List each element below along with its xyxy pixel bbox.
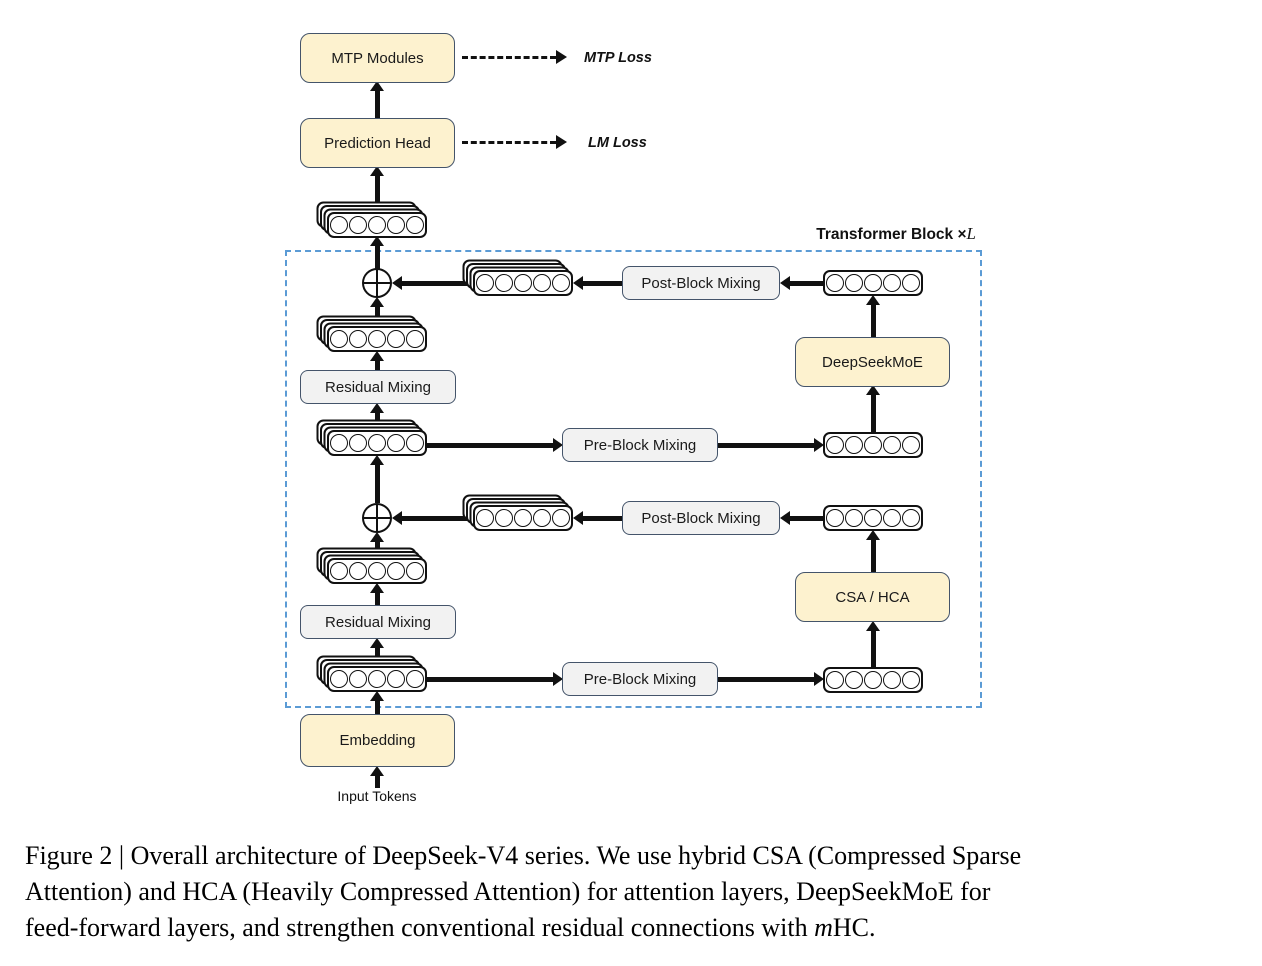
token-circle xyxy=(368,216,386,234)
token-circle xyxy=(349,216,367,234)
token-circle xyxy=(476,274,494,292)
token-circle xyxy=(845,671,863,689)
times-symbol: × xyxy=(953,226,967,243)
token-circle xyxy=(883,436,901,454)
input-tokens-label: Input Tokens xyxy=(337,788,417,804)
token-circle xyxy=(387,562,405,580)
caption-line3-italic-m: m xyxy=(814,913,833,942)
figure-caption-line-1: Figure 2 | Overall architecture of DeepSeek-V4 series. We use hybrid CSA (Compressed Sparse xyxy=(25,841,1022,870)
token-circle xyxy=(368,670,386,688)
token-circle xyxy=(845,274,863,292)
token-circle xyxy=(883,274,901,292)
deepseekmoe-label: DeepSeekMoE xyxy=(822,353,923,371)
token-circle xyxy=(845,436,863,454)
residual-mixing-label-2: Residual Mixing xyxy=(325,613,431,631)
token-circle xyxy=(368,434,386,452)
token-circle xyxy=(495,509,513,527)
token-circle xyxy=(387,330,405,348)
hidden-state-vector-attn-out xyxy=(823,505,923,531)
arrow-pre-block-mixing-1-to-token xyxy=(718,443,814,448)
arrow-token-to-post-block-mixing-1 xyxy=(789,281,823,286)
token-circle xyxy=(349,434,367,452)
token-circle xyxy=(406,330,424,348)
residual-mixing-box-2 xyxy=(300,605,456,639)
hidden-states-stack-mid xyxy=(327,430,427,456)
hidden-states-stack-top xyxy=(327,212,427,238)
token-circle xyxy=(533,509,551,527)
token-circle xyxy=(495,274,513,292)
token-circle xyxy=(864,274,882,292)
arrow-add-1-to-stack xyxy=(375,245,380,269)
token-circle xyxy=(864,671,882,689)
mtp-modules-label: MTP Modules xyxy=(331,49,424,67)
mtp-modules-box xyxy=(300,33,455,83)
token-circle xyxy=(349,562,367,580)
token-circle xyxy=(330,670,348,688)
prediction-head-label: Prediction Head xyxy=(324,134,431,152)
hidden-state-vector-moe-in xyxy=(823,432,923,458)
arrow-pre-block-mixing-2-to-token xyxy=(718,677,814,682)
token-circle xyxy=(864,436,882,454)
token-circle xyxy=(514,274,532,292)
arrow-mtp-loss-dashed xyxy=(462,56,556,59)
post-block-mixing-box-1 xyxy=(622,266,780,300)
caption-line3-suffix: HC. xyxy=(832,913,876,942)
token-circle xyxy=(330,330,348,348)
token-circle xyxy=(387,670,405,688)
arrow-csa-hca-to-token xyxy=(871,539,876,572)
pre-block-mixing-box-2 xyxy=(562,662,718,696)
residual-mixing-box-1 xyxy=(300,370,456,404)
token-circle xyxy=(883,509,901,527)
arrow-input-to-embedding xyxy=(375,775,380,788)
arrow-token-to-deepseekmoe xyxy=(871,394,876,432)
deepseekmoe-box xyxy=(795,337,950,387)
hidden-state-vector-moe-out xyxy=(823,270,923,296)
arrow-stack-to-pre-block-mixing-2 xyxy=(427,677,553,682)
caption-line3-text: feed-forward layers, and strengthen conventional residual connections with xyxy=(25,913,815,942)
token-circle xyxy=(406,216,424,234)
token-circle xyxy=(826,274,844,292)
hidden-states-stack-bottom xyxy=(327,666,427,692)
token-circle xyxy=(826,436,844,454)
hidden-state-vector-attn-in xyxy=(823,667,923,693)
token-circle xyxy=(387,216,405,234)
embedding-label: Embedding xyxy=(339,732,416,749)
token-circle xyxy=(349,670,367,688)
token-circle xyxy=(349,330,367,348)
token-circle xyxy=(883,671,901,689)
transformer-block-label xyxy=(700,224,976,244)
token-circle xyxy=(826,671,844,689)
mtp-loss-label: MTP Loss xyxy=(584,50,652,66)
arrow-residual-mixing-2-to-stack xyxy=(375,592,380,605)
hidden-states-stack-post-moe xyxy=(473,270,573,296)
post-block-mixing-label-1: Post-Block Mixing xyxy=(641,274,761,292)
layer-count-variable: L xyxy=(966,224,976,243)
arrow-lm-loss-dashed xyxy=(462,141,556,144)
token-circle xyxy=(552,274,570,292)
lm-loss-label: LM Loss xyxy=(588,135,647,151)
arrow-deepseekmoe-to-token xyxy=(871,304,876,337)
hidden-states-stack-low-upper xyxy=(327,558,427,584)
post-block-mixing-label-2: Post-Block Mixing xyxy=(641,509,761,527)
figure-caption xyxy=(25,838,1245,946)
pre-block-mixing-label-1: Pre-Block Mixing xyxy=(583,436,697,454)
token-circle xyxy=(902,509,920,527)
csa-hca-box xyxy=(795,572,950,622)
arrow-token-to-post-block-mixing-2 xyxy=(789,516,823,521)
csa-hca-label: CSA / HCA xyxy=(835,588,910,606)
token-circle xyxy=(533,274,551,292)
pre-block-mixing-label-2: Pre-Block Mixing xyxy=(583,670,697,688)
pre-block-mixing-box-1 xyxy=(562,428,718,462)
token-circle xyxy=(406,670,424,688)
token-circle xyxy=(902,274,920,292)
arrow-residual-mixing-1-to-stack xyxy=(375,360,380,370)
token-circle xyxy=(406,434,424,452)
token-circle xyxy=(368,562,386,580)
token-circle xyxy=(514,509,532,527)
residual-add-node-1 xyxy=(362,268,392,298)
arrow-add-2-to-stack xyxy=(375,464,380,503)
token-circle xyxy=(406,562,424,580)
token-circle xyxy=(864,509,882,527)
arrow-token-to-csa-hca xyxy=(871,630,876,667)
token-circle xyxy=(330,216,348,234)
arrow-embedding-to-stack xyxy=(375,700,380,714)
token-circle xyxy=(552,509,570,527)
residual-mixing-label-1: Residual Mixing xyxy=(325,378,431,396)
token-circle xyxy=(476,509,494,527)
arrow-post-block-mixing-2-to-stack xyxy=(582,516,622,521)
token-circle xyxy=(902,671,920,689)
token-circle xyxy=(330,562,348,580)
figure-caption-line-2: Attention) and HCA (Heavily Compressed Attention) for attention layers, DeepSeekMoE for xyxy=(25,877,991,906)
token-circle xyxy=(387,434,405,452)
embedding-box xyxy=(300,714,455,767)
arrow-post-block-mixing-1-to-stack xyxy=(582,281,622,286)
residual-add-node-2 xyxy=(362,503,392,533)
token-circle xyxy=(902,436,920,454)
arrow-stack-to-pre-block-mixing-1 xyxy=(427,443,553,448)
token-circle xyxy=(845,509,863,527)
hidden-states-stack-post-attn xyxy=(473,505,573,531)
prediction-head-box xyxy=(300,118,455,168)
hidden-states-stack-mid-upper xyxy=(327,326,427,352)
transformer-block-label-text: Transformer Block xyxy=(816,226,954,243)
post-block-mixing-box-2 xyxy=(622,501,780,535)
token-circle xyxy=(826,509,844,527)
figure-caption-line-3 xyxy=(25,910,1245,946)
token-circle xyxy=(330,434,348,452)
arrow-prediction-head-to-mtp xyxy=(375,90,380,118)
token-circle xyxy=(368,330,386,348)
